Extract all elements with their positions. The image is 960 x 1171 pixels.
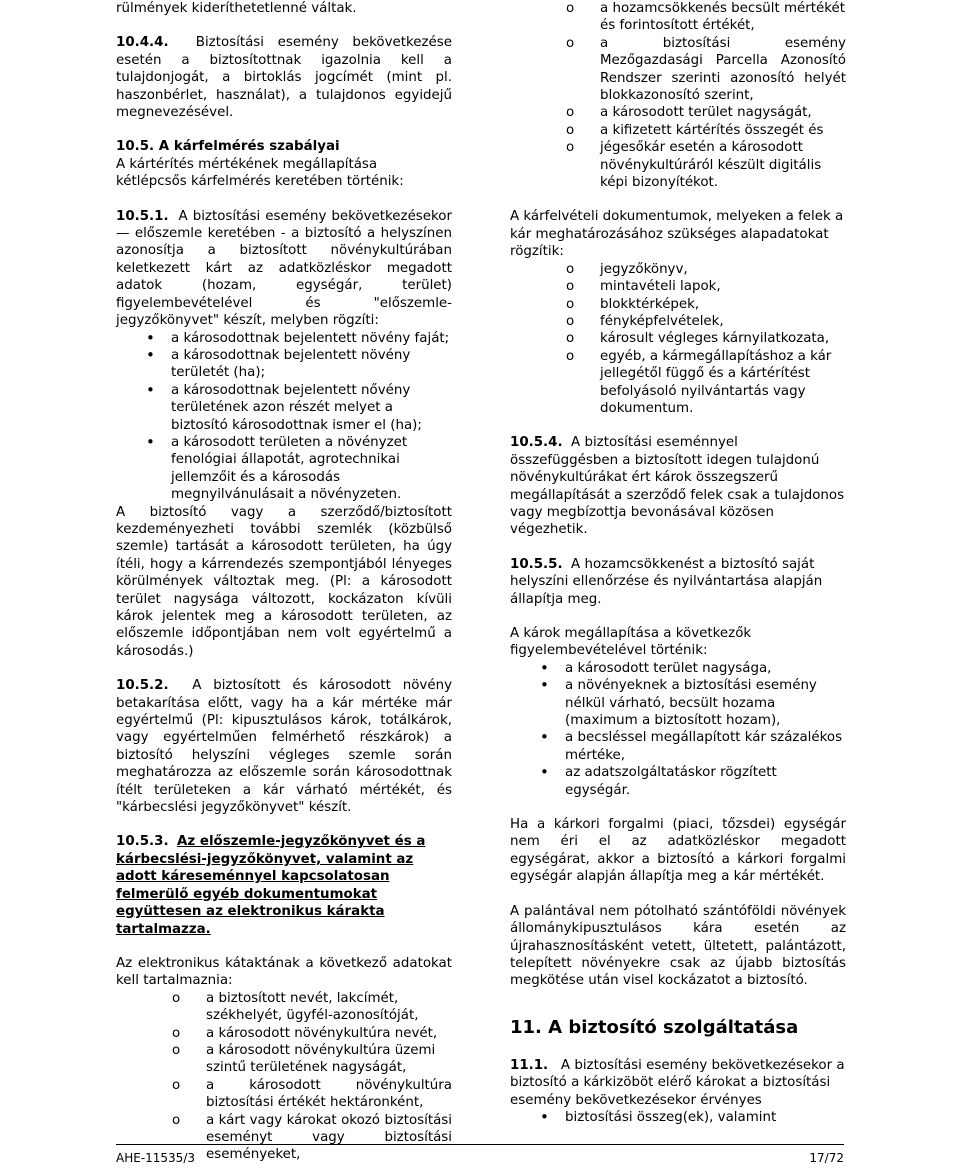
list-item: o fényképfelvételek, xyxy=(510,313,846,330)
paragraph: Ha a kárkori forgalmi (piaci, tőzsdei) egységár nem éri el az adatközléskor megadott egységárat, akkor a biztosító a kárkori forgalmi egységár alapján állapítja meg a kár mértékét. xyxy=(510,817,846,885)
paragraph: Az elektronikus kátaktának a következő adatokat kell tartalmaznia: xyxy=(116,955,452,989)
section-10-5-5: 10.5.5. A hozamcsökkenést a biztosító saját helyszíni ellenőrzése és nyilvántartása alapján állapítja meg. xyxy=(510,556,823,607)
circle-list xyxy=(510,261,846,418)
section-10-5-2: 10.5.2. A biztosított és károsodott növény betakarítása előtt, vagy ha a kár mértéke már egyértelmű (Pl: kipusztulásos károk, totálkárok, vagy egyértelműen felmérhető részkárok) a biztosító helyszíni végleges szemle során meghatározza az előszemle során károsodottnak ítélt területeken a kár várható mértékét, és "kárbecslési jegyzőkönyvet" készít. xyxy=(116,678,452,816)
list-item: • a becsléssel megállapított kár százalékos mértéke, xyxy=(510,729,846,764)
section-10-5-title: 10.5. A kárfelmérés szabályai xyxy=(116,139,340,155)
list-item: o a károsodott terület nagyságát, xyxy=(510,104,846,121)
paragraph: A kárfelvételi dokumentumok, melyeken a felek a kár meghatározásához szükséges alapadatokat rögzítik: xyxy=(510,209,844,260)
section-10-5-1: 10.5.1. A biztosítási esemény bekövetkezésekor — előszemle keretében - a biztosító a helyszínen azonosítja a biztosított növénykultúrában keletkezett kárt az adatközléskor megadott adatok (hozam, egységár, terület) figyelembevételével és "előszemle-jegyzőkönyvet" készít, melyben rögzíti: xyxy=(116,208,452,329)
footer-page-number: 17/72 xyxy=(809,1151,844,1165)
list-item: • a növényeknek a biztosítási esemény nélkül várható, becsült hozama (maximum a biztosított hozam), xyxy=(510,677,846,729)
list-item: o a hozamcsökkenés becsült mértékét és forintosított értékét, xyxy=(510,0,846,35)
list-item: o mintavételi lapok, xyxy=(510,278,846,295)
footer-doc-id: AHE-11535/3 xyxy=(116,1151,195,1165)
section-11-1: 11.1. A biztosítási esemény bekövetkezésekor a biztosító a kárkizöböt elérő károkat a biztosítási esemény bekövetkezésekor érvényes xyxy=(510,1057,845,1108)
section-10-5-3: 10.5.3. Az előszemle-jegyzőkönyvet és a kárbecslési-jegyzőkönyvet, valamint az adott káreseménnyel kapcsolatosan felmerülő egyéb dokumentumokat együttesen az elektronikus kárakta tartalmazza. xyxy=(116,834,426,937)
list-item: o a károsodott növénykultúra nevét, xyxy=(116,1025,452,1042)
bullet-list xyxy=(510,660,846,799)
footer-divider xyxy=(116,1144,844,1145)
list-item: • biztosítási összeg(ek), valamint xyxy=(510,1109,846,1126)
list-item: • a károsodottnak bejelentett növény területét (ha); xyxy=(116,347,452,382)
bullet-list xyxy=(510,1109,846,1126)
list-item: o a kárt vagy károkat okozó biztosítási eseményt vagy biztosítási eseményeket, xyxy=(116,1112,452,1164)
list-item: • a károsodottnak bejelentett növény faját; xyxy=(116,330,452,347)
list-item: o egyéb, a kármegállapításhoz a kár jellegétől függő és a kártérítést befolyásoló nyilvántartás vagy dokumentum. xyxy=(510,348,846,418)
left-column xyxy=(116,0,452,1164)
list-item: o jegyzőkönyv, xyxy=(510,261,846,278)
list-item: • a károsodott területen a növényzet fenológiai állapotát, agrotechnikai jellemzőit és a károsodás megnyilvánulásait a növényzeten. xyxy=(116,434,452,504)
list-item: • az adatszolgáltatáskor rögzített egységár. xyxy=(510,764,846,799)
list-item: o a károsodott növénykultúra üzemi szintű területének nagyságát, xyxy=(116,1042,452,1077)
circle-list xyxy=(510,0,846,191)
paragraph: A károk megállapítása a következők figyelembevételével történik: xyxy=(510,626,752,659)
bullet-list xyxy=(116,330,452,504)
list-item: o blokktérképek, xyxy=(510,296,846,313)
section-11-heading: 11. A biztosító szolgáltatása xyxy=(510,1016,799,1038)
paragraph: A biztosító vagy a szerződő/biztosított kezdeményezheti további szemlék (közbülső szemle) tartását a károsodott területen, ha úgy ítéli, hogy a kárrendezés szempontjából lényeges körülmények változtak meg. (Pl: a károsodott terület nagysága változott, kockázaton kívüli károk jelentek meg a károsodott területen, az előszemle időpontjában nem volt egyértelmű a károsodás.) xyxy=(116,504,452,659)
list-item: o a biztosított nevét, lakcímét, székhelyét, ügyfél-azonosítóját, xyxy=(116,990,452,1025)
circle-list xyxy=(116,990,452,1164)
section-10-5-4: 10.5.4. A biztosítási eseménnyel összefüggésben a biztosított idegen tulajdonú növénykultúrákat ért károk összegszerű megállapítását a szerződő felek csak a tulajdonos vagy megbízottja bevonásával közösen végezhetik. xyxy=(510,435,845,538)
list-item: • a károsodottnak bejelentett nővény területének azon részét melyet a biztosító károsodottnak ismer el (ha); xyxy=(116,382,452,434)
paragraph: A palántával nem pótolható szántóföldi növények állománykipusztulásos kára esetén az újrahasznosításként vetett, ültetett, palántázott, telepített növényekre csak az újabb biztosítás megkötése után visel kockázatot a biztosító. xyxy=(510,903,846,989)
paragraph: A kártérítés mértékének megállapítása kétlépcsős kárfelmérés keretében történik: xyxy=(116,156,404,190)
section-10-4-4: 10.4.4. Biztosítási esemény bekövetkezése esetén a biztosítottnak igazolnia kell a tulajdonjogát, a birtoklás jogcímét (mint pl. haszonbérlet, használat), a tulajdonos egyidejű megnevezésével. xyxy=(116,35,452,121)
list-item: • a károsodott terület nagysága, xyxy=(510,660,846,677)
list-item: o a károsodott növénykultúra biztosítási értékét hektáronként, xyxy=(116,1077,452,1112)
right-column xyxy=(510,0,846,1126)
list-item: o károsult végleges kárnyilatkozata, xyxy=(510,330,846,347)
list-item: o a kifizetett kártérítés összegét és xyxy=(510,122,846,139)
paragraph: rülmények kideríthetetlenné váltak. xyxy=(116,1,357,16)
list-item: o a biztosítási esemény Mezőgazdasági Parcella Azonosító Rendszer szerinti azonosító helyét blokkazonosító szerint, xyxy=(510,35,846,105)
list-item: o jégesőkár esetén a károsodott növénykultúráról készült digitális képi bizonyítékot. xyxy=(510,139,846,191)
